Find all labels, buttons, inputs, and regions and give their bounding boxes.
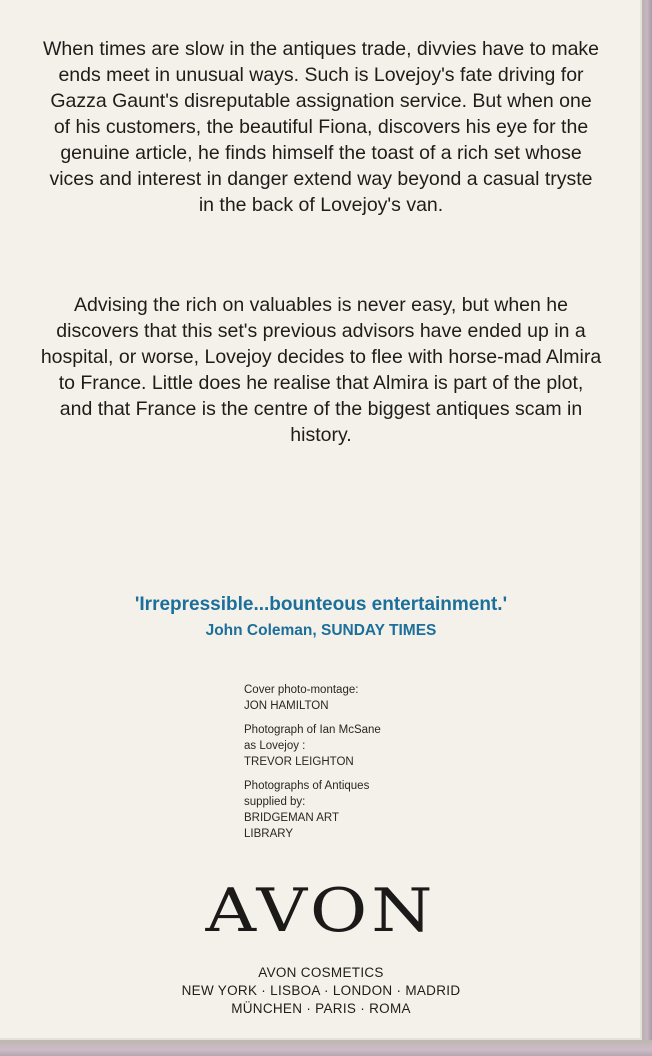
quote-text: 'Irrepressible...bounteous entertainment.' [134,594,508,615]
credit-line: Photographs of Antiques [244,780,370,792]
blurb-paragraph-2: Advising the rich on valuables is never easy, but when he discovers that this set's previous advisors have ended up in a hospital, or worse, Lovejoy decides to flee with horse-mad Almira to France. Little does he realise that Almira is part of the plot, and that France is the centre of the biggest antiques scam in history. [40,294,602,446]
credit-line: as Lovejoy : [244,740,306,752]
publisher-cities-1: NEW YORK · LISBOA · LONDON · MADRID [181,983,461,998]
page-edge-right [642,0,652,1040]
publisher-cities-2: MÜNCHEN · PARIS · ROMA [231,1001,411,1016]
credit-photograph [244,722,464,770]
avon-logo: AVON [205,875,437,946]
credit-line: Cover photo-montage: [244,684,359,696]
review-quote [0,592,642,642]
credit-line: Photograph of Ian McSane [244,724,381,736]
credit-line: supplied by: [244,796,306,808]
credit-antiques-photos [244,778,464,842]
credit-line: LIBRARY [244,828,294,840]
publisher-block [0,964,642,1018]
credit-line: JON HAMILTON [244,700,329,712]
blurb-paragraph-1: When times are slow in the antiques trade, divvies have to make ends meet in unusual ways. Such is Lovejoy's fate driving for Gazza Gaunt's disreputable assignation service. But when one of his customers, the beautiful Fiona, discovers his eye for the genuine article, he finds himself the toast of a rich set whose vices and interest in danger extend way beyond a casual tryste in the back of Lovejoy's van. [42,38,600,216]
credits [244,682,464,850]
publisher-name: AVON COSMETICS [258,965,384,980]
credit-cover-photo [244,682,464,714]
quote-attribution: John Coleman, SUNDAY TIMES [205,622,437,639]
page-edge-bottom [0,1040,652,1056]
credit-line: BRIDGEMAN ART [244,812,339,824]
credit-line: TREVOR LEIGHTON [244,756,354,768]
